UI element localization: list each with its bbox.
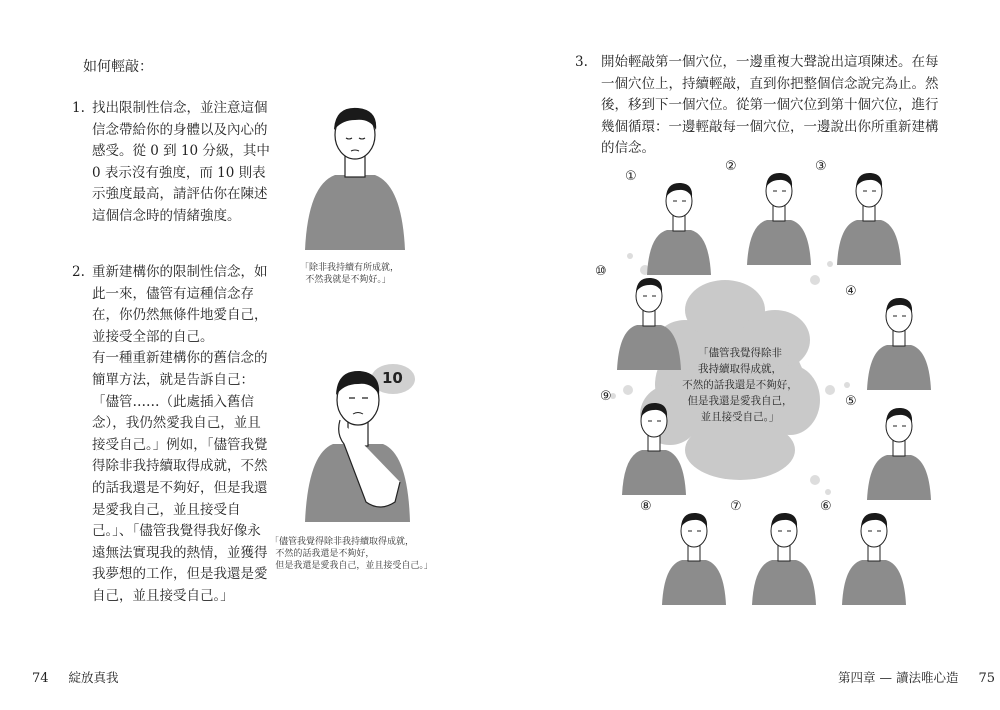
tapping-figure-4 (845, 284, 939, 390)
step-number: 2. (72, 264, 85, 280)
tapping-figure-1 (625, 169, 719, 275)
point-number-label: ⑩ (595, 264, 607, 279)
tapping-figure-10 (595, 264, 689, 370)
step-text: 開始輕敲第一個穴位，一邊重複大聲說出這項陳述。在每一個穴位上，持續輕敲，直到你把整個信念說完為止。然後，移到下一個穴位。從第一個穴位到第十個穴位，進行幾個循環：一邊輕敲每一個穴位，一邊說出你所重新建構的信念。 (601, 54, 939, 157)
tapping-figure-9 (600, 389, 694, 495)
point-number-label: ⑥ (820, 499, 832, 514)
book-title: 綻放真我 (68, 670, 119, 685)
point-number-label: ⑤ (845, 394, 857, 409)
figure-drawing (654, 505, 734, 605)
tapping-figure-6 (820, 499, 914, 605)
caption-reframed-belief: 「儘管我覺得除非我持續取得成就， 不然的話我還是不夠好， 但是我還是愛我自己，並且接受自己。」 (270, 537, 433, 571)
figure-drawing (614, 395, 694, 495)
point-number-label: ① (625, 169, 637, 184)
person-illustration-thinking (300, 362, 430, 522)
point-number-label: ② (725, 159, 737, 174)
thought-bubble-number: 10 (382, 369, 403, 387)
point-number-label: ⑨ (600, 389, 612, 404)
caption-limiting-belief: 「除非我持續有所成就， 不然我就是不夠好。」 (300, 263, 400, 285)
chapter-title: 第四章 — 讀法唯心造 (838, 670, 959, 685)
figure-drawing (609, 270, 689, 370)
step-number: 3. (575, 54, 588, 70)
page-number: 75 (978, 671, 995, 686)
figure-drawing (739, 165, 819, 265)
figure-drawing (859, 290, 939, 390)
step-text: 重新建構你的限制性信念，如此一來，儘管有這種信念存在，你仍然無條件地愛自己，並接受全部的自己。 (92, 264, 268, 345)
point-number-label: ⑦ (730, 499, 742, 514)
footer-right (838, 668, 995, 686)
figure-drawing (829, 165, 909, 265)
tapping-figure-2 (725, 159, 819, 265)
point-number-label: ④ (845, 284, 857, 299)
figure-drawing (639, 175, 719, 275)
point-number-label: ⑧ (640, 499, 652, 514)
tapping-figure-8 (640, 499, 734, 605)
person-illustration-sad (300, 100, 410, 250)
page-number: 74 (32, 671, 49, 686)
tapping-figure-7 (730, 499, 824, 605)
footer-left (32, 668, 119, 686)
cloud-statement: 「儘管我覺得除非 我持續取得成就， 不然的話我還是不夠好， 但是我還是愛我自己， 並且接受自己。」 (682, 347, 798, 423)
tapping-figure-5 (845, 394, 939, 500)
tapping-figure-3 (815, 159, 909, 265)
figure-drawing (859, 400, 939, 500)
step-text-example: 有一種重新建構你的舊信念的簡單方法，就是告訴自己：「儘管……（此處插入舊信念），我仍然愛我自己，並且接受自己。」例如，「儘管我覺得除非我持續取得成就，不然的話我還是不夠好，但是我還是愛我自己，並且接受自己。」、「儘管我覺得我好像永遠無法實現我的熱情，並獲得我夢想的工作，但是我還是愛自己，並且接受自己。」 (92, 350, 268, 604)
step-number: 1. (72, 100, 85, 116)
figure-drawing (744, 505, 824, 605)
point-number-label: ③ (815, 159, 827, 174)
right-page (500, 0, 1000, 710)
step-text: 找出限制性信念，並注意這個信念帶給你的身體以及內心的感受。從 0 到 10 分級，其中 0 表示沒有強度，而 10 則表示強度最高，請評估你在陳述這個信念時的情緒強度。 (92, 100, 270, 224)
figure-drawing (834, 505, 914, 605)
intro-heading: 如何輕敲： (83, 59, 153, 75)
